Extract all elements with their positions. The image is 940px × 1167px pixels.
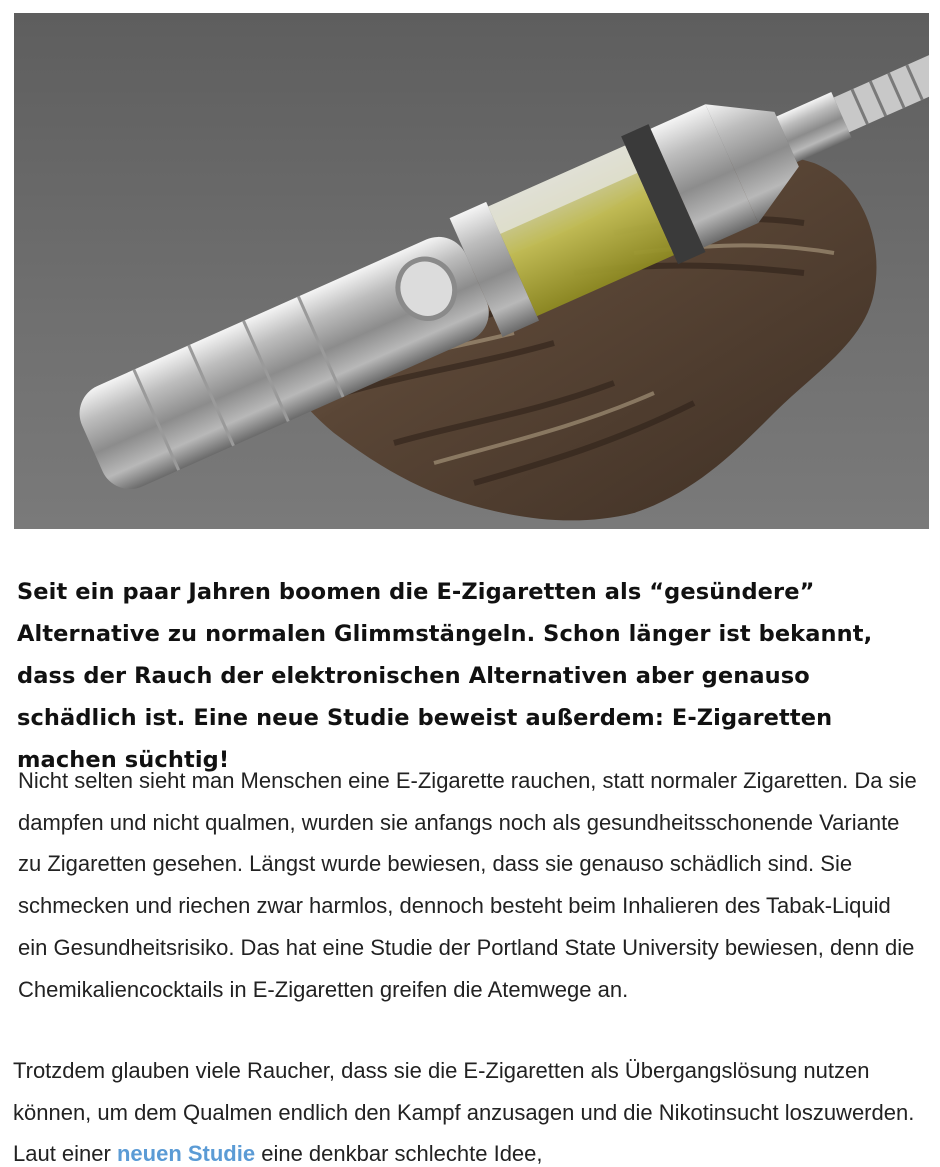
paragraph-2-text-start: Trotzdem glauben viele Raucher, dass sie die E-Zigaretten als Übergangslösung nutzen können, um dem Qualmen endlich den Kampf anzusagen und die Nikotinsucht loszuwerden. Laut einer bbox=[13, 1058, 915, 1166]
e-cigarette-on-driftwood-image bbox=[14, 13, 929, 529]
article-paragraph-2 bbox=[13, 1050, 928, 1167]
article-paragraph-1: Nicht selten sieht man Menschen eine E-Zigarette rauchen, statt normaler Zigaretten. Da sie dampfen und nicht qualmen, wurden sie anfangs noch als gesundheitsschonende Variante zu Zigaretten gesehen. Längst wurde bewiesen, dass sie genauso schädlich sind. Sie schmecken und riechen zwar harmlos, dennoch besteht beim Inhalieren des Tabak-Liquid ein Gesundheitsrisiko. Das hat eine Studie der Portland State University bewiesen, denn die Chemikaliencocktails in E-Zigaretten greifen die Atemwege an. bbox=[18, 768, 917, 1002]
paragraph-2-text-end: eine denkbar schlechte Idee, bbox=[255, 1141, 543, 1166]
hero-photo bbox=[14, 13, 929, 529]
neuen-studie-link[interactable]: neuen Studie bbox=[116, 1141, 256, 1166]
article-lead: Seit ein paar Jahren boomen die E-Zigaretten als “gesündere” Alternative zu normalen Glimmstängeln. Schon länger ist bekannt, dass der Rauch der elektronischen Alternativen aber genauso schädlich ist. Eine neue Studie beweist außerdem: E-Zigaretten machen süchtig! bbox=[17, 579, 873, 773]
